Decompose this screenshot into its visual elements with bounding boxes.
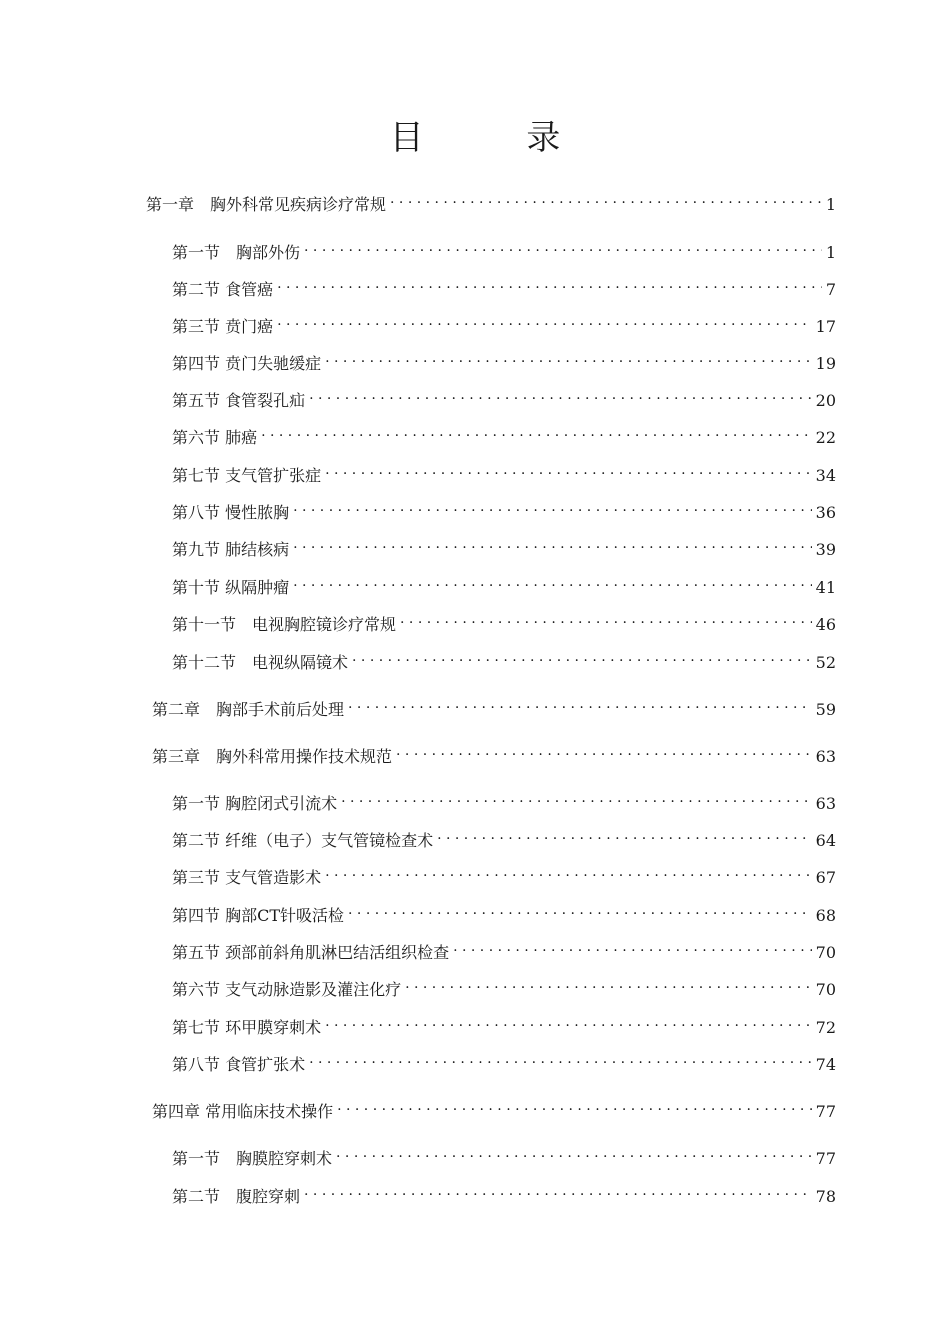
toc-entry-chapter-3[interactable] xyxy=(152,740,836,768)
toc-entry-page: 77 xyxy=(815,1149,836,1168)
toc-entry-label: 第一节 胸部外伤 xyxy=(172,243,301,262)
toc-leader-dots xyxy=(337,1095,812,1117)
toc-leader-dots xyxy=(453,936,812,958)
toc-entry-label: 第一节 胸膜腔穿刺术 xyxy=(172,1149,333,1168)
toc-entry-page: 1 xyxy=(825,195,836,214)
toc-leader-dots xyxy=(325,459,812,481)
toc-entry-section[interactable] xyxy=(172,787,836,815)
toc-entry-section[interactable] xyxy=(172,310,836,338)
toc-entry-page: 59 xyxy=(815,700,836,719)
toc-leader-dots xyxy=(309,1048,812,1070)
toc-entry-page: 63 xyxy=(815,747,836,766)
toc-entry-page: 72 xyxy=(815,1018,836,1037)
toc-leader-dots xyxy=(348,693,812,715)
toc-leader-dots xyxy=(293,496,812,518)
toc-entry-label: 第十一节 电视胸腔镜诊疗常规 xyxy=(172,615,397,634)
toc-entry-label: 第六节 支气动脉造影及灌注化疗 xyxy=(172,980,402,999)
toc-leader-dots xyxy=(348,899,812,921)
toc-entry-chapter-4[interactable] xyxy=(152,1095,836,1123)
toc-entry-page: 17 xyxy=(815,317,836,336)
toc-entry-page: 68 xyxy=(815,906,836,925)
toc-entry-page: 1 xyxy=(825,243,836,262)
toc-entry-section[interactable] xyxy=(172,936,836,964)
toc-entry-label: 第三节 支气管造影术 xyxy=(172,868,322,887)
toc-entry-page: 7 xyxy=(825,280,836,299)
toc-leader-dots xyxy=(396,740,812,762)
toc-entry-label: 第四章 常用临床技术操作 xyxy=(152,1102,334,1121)
toc-entry-section[interactable] xyxy=(172,1180,836,1208)
toc-entry-section[interactable] xyxy=(172,273,836,301)
toc-leader-dots xyxy=(437,824,812,846)
toc-entry-label: 第四节 贲门失驰缓症 xyxy=(172,354,322,373)
toc-entry-page: 52 xyxy=(815,653,836,672)
toc-entry-label: 第十二节 电视纵隔镜术 xyxy=(172,653,349,672)
toc-entry-label: 第七节 环甲膜穿刺术 xyxy=(172,1018,322,1037)
toc-entry-section[interactable] xyxy=(172,1048,836,1076)
toc-entry-label: 第一节 胸腔闭式引流术 xyxy=(172,794,338,813)
toc-entry-section[interactable] xyxy=(172,861,836,889)
toc-entry-label: 第四节 胸部CT针吸活检 xyxy=(172,906,345,925)
toc-entry-label: 第二节 腹腔穿刺 xyxy=(172,1187,301,1206)
toc-entry-label: 第三章 胸外科常用操作技术规范 xyxy=(152,747,393,766)
toc-entry-section[interactable] xyxy=(172,533,836,561)
toc-leader-dots xyxy=(304,1180,812,1202)
toc-entry-page: 78 xyxy=(815,1187,836,1206)
toc-entry-chapter-1[interactable] xyxy=(146,188,836,216)
toc-entry-page: 63 xyxy=(815,794,836,813)
toc-leader-dots xyxy=(400,608,812,630)
toc-entry-page: 22 xyxy=(815,428,836,447)
toc-entry-section[interactable] xyxy=(172,899,836,927)
toc-entry-section[interactable] xyxy=(172,1011,836,1039)
toc-entry-label: 第六节 肺癌 xyxy=(172,428,258,447)
toc-entry-label: 第十节 纵隔肿瘤 xyxy=(172,578,290,597)
toc-leader-dots xyxy=(293,533,812,555)
toc-entry-page: 19 xyxy=(815,354,836,373)
toc-entry-page: 74 xyxy=(815,1055,836,1074)
toc-leader-dots xyxy=(277,310,812,332)
toc-entry-label: 第七节 支气管扩张症 xyxy=(172,466,322,485)
toc-entry-page: 64 xyxy=(815,831,836,850)
toc-entry-label: 第二节 纤维（电子）支气管镜检查术 xyxy=(172,831,434,850)
toc-entry-page: 41 xyxy=(815,578,836,597)
toc-entry-label: 第二节 食管癌 xyxy=(172,280,274,299)
toc-entry-chapter-2[interactable] xyxy=(152,693,836,721)
toc-entry-label: 第二章 胸部手术前后处理 xyxy=(152,700,345,719)
toc-entry-section[interactable] xyxy=(172,347,836,375)
toc-entry-section[interactable] xyxy=(172,496,836,524)
toc-leader-dots xyxy=(405,973,812,995)
toc-leader-dots xyxy=(261,421,812,443)
toc-leader-dots xyxy=(336,1142,812,1164)
toc-entry-section[interactable] xyxy=(172,459,836,487)
toc-entry-label: 第五节 颈部前斜角肌淋巴结活组织检查 xyxy=(172,943,450,962)
toc-leader-dots xyxy=(325,861,812,883)
toc-entry-section[interactable] xyxy=(172,236,836,264)
toc-entry-section[interactable] xyxy=(172,1142,836,1170)
toc-entry-label: 第九节 肺结核病 xyxy=(172,540,290,559)
toc-leader-dots xyxy=(293,571,812,593)
toc-entry-page: 39 xyxy=(815,540,836,559)
toc-leader-dots xyxy=(309,384,812,406)
toc-entry-section[interactable] xyxy=(172,824,836,852)
toc-entry-label: 第八节 慢性脓胸 xyxy=(172,503,290,522)
toc-entry-section[interactable] xyxy=(172,608,836,636)
toc-leader-dots xyxy=(277,273,822,295)
toc-entry-page: 67 xyxy=(815,868,836,887)
toc-leader-dots xyxy=(304,236,822,258)
toc-leader-dots xyxy=(390,188,822,210)
toc-entry-page: 34 xyxy=(815,466,836,485)
toc-entry-section[interactable] xyxy=(172,646,836,674)
toc-entry-section[interactable] xyxy=(172,421,836,449)
toc-entry-section[interactable] xyxy=(172,571,836,599)
toc-entry-label: 第一章 胸外科常见疾病诊疗常规 xyxy=(146,195,387,214)
toc-entry-section[interactable] xyxy=(172,973,836,1001)
toc-leader-dots xyxy=(325,347,812,369)
toc-entry-label: 第五节 食管裂孔疝 xyxy=(172,391,306,410)
toc-entry-page: 70 xyxy=(815,980,836,999)
toc-leader-dots xyxy=(325,1011,812,1033)
toc-entry-page: 20 xyxy=(815,391,836,410)
toc-leader-dots xyxy=(352,646,812,668)
toc-entry-label: 第三节 贲门癌 xyxy=(172,317,274,336)
toc-entry-page: 77 xyxy=(815,1102,836,1121)
toc-entry-label: 第八节 食管扩张术 xyxy=(172,1055,306,1074)
page-title: 目 录 xyxy=(389,118,607,158)
toc-entry-page: 36 xyxy=(815,503,836,522)
toc-entry-section[interactable] xyxy=(172,384,836,412)
toc-entry-page: 46 xyxy=(815,615,836,634)
toc-entry-page: 70 xyxy=(815,943,836,962)
toc-leader-dots xyxy=(341,787,812,809)
